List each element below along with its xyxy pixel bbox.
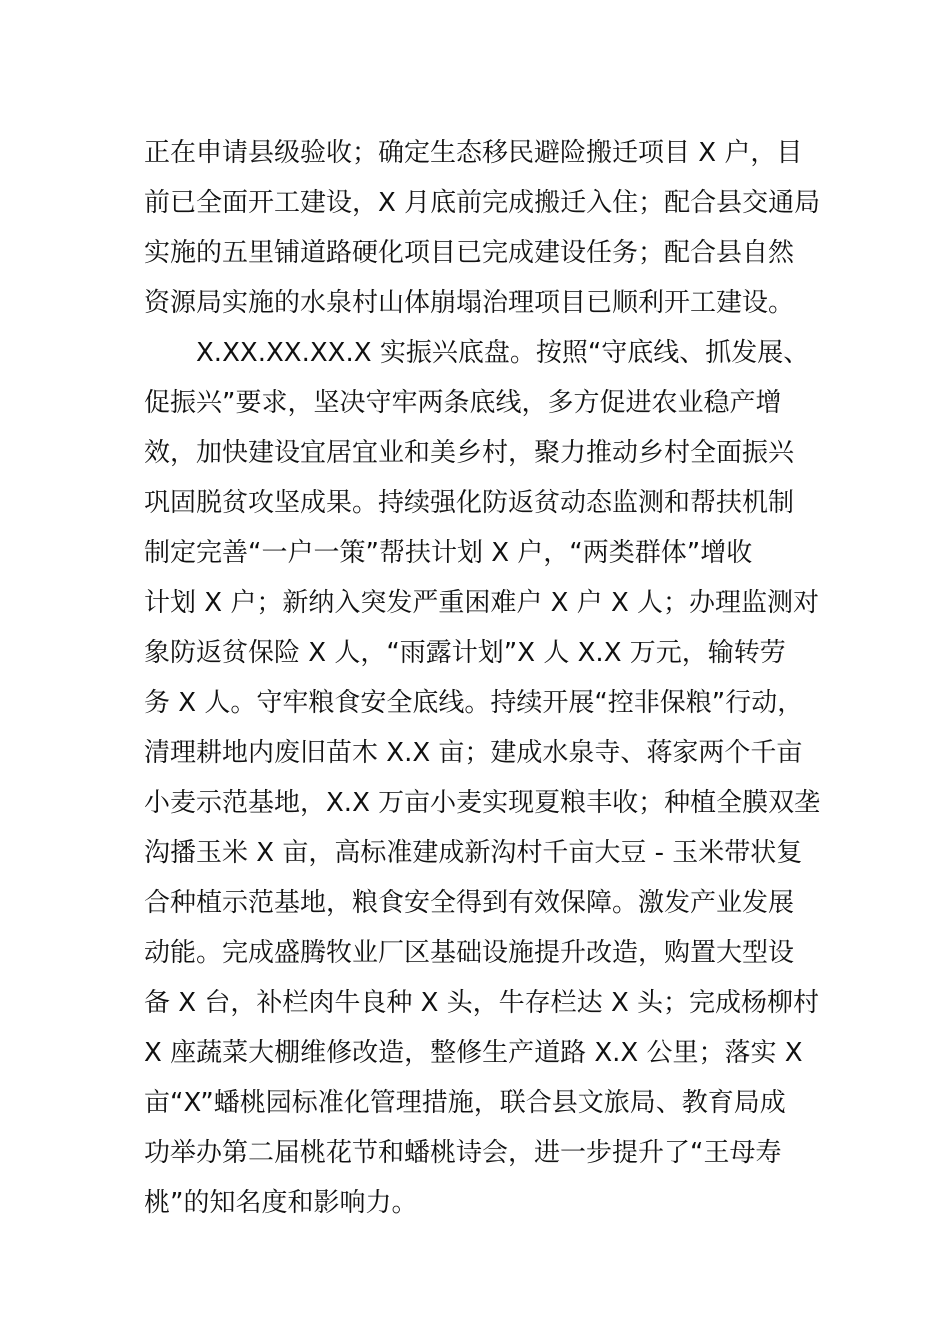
text-line: 制定完善“一户一策”帮扶计划 X 户，“两类群体”增收: [144, 538, 753, 568]
text-line: X 座蔬菜大棚维修改造，整修生产道路 X.X 公里；落实 X: [144, 1038, 803, 1068]
text-line: 正在申请县级验收；确定生态移民避险搬迁项目 X 户，目: [144, 138, 803, 168]
text-line: 巩固脱贫攻坚成果。持续强化防返贫动态监测和帮扶机制: [144, 488, 795, 518]
text-line: 象防返贫保险 X 人，“雨露计划”X 人 X.X 万元，输转劳: [144, 638, 786, 668]
text-line: 功举办第二届桃花节和蟠桃诗会，进一步提升了“王母寿: [144, 1138, 782, 1168]
text-line: 实施的五里铺道路硬化项目已完成建设任务；配合县自然: [144, 238, 795, 268]
text-line: 动能。完成盛腾牧业厂区基础设施提升改造，购置大型设: [144, 938, 795, 968]
text-line: 亩“X”蟠桃园标准化管理措施，联合县文旅局、教育局成: [144, 1088, 786, 1118]
text-line: 务 X 人。守牢粮食安全底线。持续开展“控非保粮”行动，: [144, 688, 804, 718]
text-line: 桃”的知名度和影响力。: [144, 1188, 418, 1218]
text-line: 备 X 台，补栏肉牛良种 X 头，牛存栏达 X 头；完成杨柳村: [144, 988, 820, 1018]
text-line: 沟播玉米 X 亩，高标准建成新沟村千亩大豆 - 玉米带状复: [144, 838, 803, 868]
text-line: 前已全面开工建设，X 月底前完成搬迁入住；配合县交通局: [144, 188, 821, 218]
body-text: [144, 128, 834, 1228]
text-line: 资源局实施的水泉村山体崩塌治理项目已顺利开工建设。: [144, 288, 795, 318]
text-line: 促振兴”要求，坚决守牢两条底线，多方促进农业稳产增: [144, 388, 782, 418]
text-line: 清理耕地内废旧苗木 X.X 亩；建成水泉寺、蒋家两个千亩: [144, 738, 803, 768]
text-line: 小麦示范基地，X.X 万亩小麦实现夏粮丰收；种植全膜双垄: [144, 788, 821, 818]
paragraph-heading-line: X.XX.XX.XX.X 实振兴底盘。按照“守底线、抓发展、: [196, 338, 810, 368]
text-line: 计划 X 户；新纳入突发严重困难户 X 户 X 人；办理监测对: [144, 588, 820, 618]
text-line: 合种植示范基地，粮食安全得到有效保障。激发产业发展: [144, 888, 795, 918]
text-line: 效，加快建设宜居宜业和美乡村，聚力推动乡村全面振兴: [144, 438, 795, 468]
